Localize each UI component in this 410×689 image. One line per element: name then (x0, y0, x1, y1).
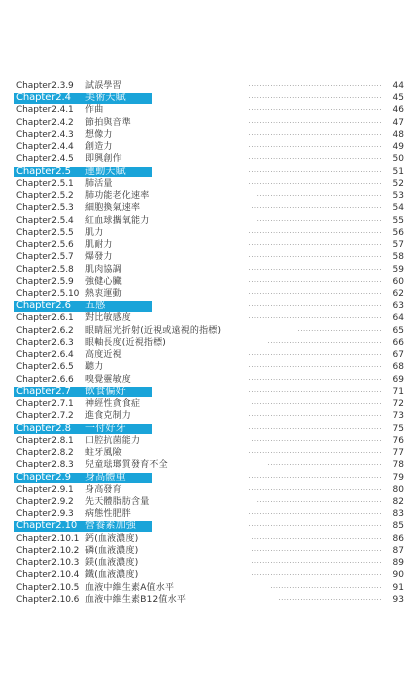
toc-chapter-number: Chapter2.10 (16, 520, 78, 532)
toc-chapter-number: Chapter2.5.6 (16, 240, 74, 251)
toc-entry-row[interactable] (0, 435, 410, 447)
toc-page-number: 66 (392, 337, 404, 348)
toc-chapter-number: Chapter2.5.1 (16, 178, 74, 189)
toc-section-row[interactable] (0, 166, 410, 178)
toc-section-row[interactable] (0, 386, 410, 398)
toc-dot-leader: ········································· (270, 583, 382, 592)
toc-dot-leader: ················································· (248, 265, 382, 274)
toc-chapter-number: Chapter2.9.1 (16, 484, 74, 495)
toc-dot-leader: ················································· (248, 522, 382, 531)
toc-page-number: 54 (392, 203, 404, 214)
toc-entry-row[interactable] (0, 264, 410, 276)
toc-entry-row[interactable] (0, 215, 410, 227)
toc-chapter-title: 飲食偏好 (85, 385, 126, 397)
toc-chapter-number: Chapter2.5 (16, 165, 71, 177)
toc-dot-leader: ················································ (251, 571, 382, 580)
toc-page-number: 80 (392, 484, 404, 495)
toc-dot-leader: ·············································· (256, 192, 382, 201)
toc-dot-leader: ················································ (251, 546, 382, 555)
toc-entry-row[interactable] (0, 239, 410, 251)
toc-chapter-number: Chapter2.9.2 (16, 496, 74, 507)
toc-entry-row[interactable] (0, 533, 410, 545)
toc-chapter-title: 對比敏感度 (85, 313, 132, 324)
toc-chapter-title: 鎂(血液濃度) (85, 558, 139, 569)
toc-section-row[interactable] (0, 423, 410, 435)
toc-dot-leader: ················································ (251, 534, 382, 543)
toc-chapter-title: 熱衷運動 (85, 288, 122, 299)
toc-chapter-title: 鐵(血液濃度) (85, 570, 139, 581)
toc-chapter-number: Chapter2.7 (16, 385, 71, 397)
toc-dot-leader: ················································· (248, 82, 382, 90)
toc-chapter-title: 病態性肥胖 (85, 509, 132, 520)
toc-page-number: 53 (392, 191, 404, 202)
toc-chapter-number: Chapter2.9 (16, 471, 71, 483)
toc-dot-leader: ················································· (248, 241, 382, 250)
toc-chapter-title: 蛀牙風險 (85, 448, 122, 459)
toc-entry-row[interactable] (0, 508, 410, 520)
toc-page-number: 75 (392, 423, 404, 434)
toc-chapter-title: 血液中維生素B12值水平 (85, 594, 187, 605)
toc-chapter-number: Chapter2.6.4 (16, 350, 74, 361)
toc-chapter-title: 創造力 (85, 142, 113, 153)
toc-entry-row[interactable] (0, 484, 410, 496)
toc-chapter-title: 一付好牙 (85, 422, 126, 434)
toc-dot-leader: ················································ (251, 204, 382, 213)
toc-chapter-title: 強健心臟 (85, 276, 122, 287)
toc-dot-leader: ·········································· (267, 461, 382, 470)
toc-dot-leader: ················································· (248, 314, 382, 323)
toc-chapter-number: Chapter2.10.6 (16, 594, 80, 605)
toc-dot-leader: ················································· (248, 118, 382, 127)
toc-chapter-number: Chapter2.9.3 (16, 509, 74, 520)
toc-entry-row[interactable] (0, 190, 410, 202)
toc-entry-row[interactable] (0, 569, 410, 581)
toc-page-number: 77 (392, 448, 404, 459)
toc-chapter-number: Chapter2.7.2 (16, 411, 74, 422)
toc-chapter-number: Chapter2.5.2 (16, 191, 74, 202)
toc-dot-leader: ················································· (248, 130, 382, 139)
toc-chapter-number: Chapter2.7.1 (16, 399, 74, 410)
toc-page-number: 58 (392, 252, 404, 263)
toc-chapter-title: 口腔抗菌能力 (85, 435, 141, 446)
toc-entry-row[interactable] (0, 312, 410, 324)
toc-entry-row[interactable] (0, 104, 410, 116)
toc-entry-row[interactable] (0, 325, 410, 337)
toc-dot-leader: ················································· (248, 94, 382, 103)
toc-page-number: 91 (392, 582, 404, 593)
toc-chapter-number: Chapter2.8.2 (16, 448, 74, 459)
toc-dot-leader: ················································· (248, 289, 382, 298)
toc-dot-leader: ················································· (248, 485, 382, 494)
toc-chapter-number: Chapter2.8 (16, 422, 71, 434)
toc-dot-leader: ················································· (248, 473, 382, 482)
toc-entry-row[interactable] (0, 545, 410, 557)
toc-chapter-title: 想像力 (85, 129, 113, 140)
toc-dot-leader: ················································· (248, 179, 382, 188)
toc-chapter-number: Chapter2.5.4 (16, 215, 74, 226)
toc-chapter-number: Chapter2.6.3 (16, 337, 74, 348)
toc-chapter-title: 身高發育 (85, 484, 122, 495)
toc-chapter-title: 高度近視 (85, 350, 122, 361)
toc-chapter-number: Chapter2.10.4 (16, 570, 80, 581)
toc-entry-row[interactable] (0, 557, 410, 569)
toc-dot-leader: ················································· (248, 277, 382, 286)
toc-entry-row[interactable] (0, 141, 410, 153)
toc-page-number: 89 (392, 558, 404, 569)
toc-chapter-number: Chapter2.4.4 (16, 142, 74, 153)
toc-page-number: 67 (392, 350, 404, 361)
toc-page-number: 85 (392, 521, 404, 532)
toc-entry-row[interactable] (0, 447, 410, 459)
toc-dot-leader: ·············································· (256, 497, 382, 506)
toc-dot-leader: ················································· (248, 302, 382, 311)
toc-chapter-title: 爆發力 (85, 252, 113, 263)
toc-dot-leader: ················································· (248, 424, 382, 433)
toc-section-row[interactable] (0, 520, 410, 532)
toc-chapter-title: 節拍與音準 (85, 117, 132, 128)
toc-chapter-number: Chapter2.5.3 (16, 203, 74, 214)
toc-dot-leader: ·············································· (256, 216, 382, 225)
toc-chapter-title: 神經性貪食症 (85, 399, 141, 410)
toc-chapter-number: Chapter2.10.5 (16, 582, 80, 593)
toc-entry-row[interactable] (0, 276, 410, 288)
toc-page-number: 72 (392, 399, 404, 410)
toc-chapter-title: 作曲 (85, 105, 104, 116)
toc-page-number: 87 (392, 545, 404, 556)
toc-chapter-number: Chapter2.5.9 (16, 276, 74, 287)
toc-chapter-title: 即興創作 (85, 154, 122, 165)
toc-chapter-number: Chapter2.6.1 (16, 313, 74, 324)
toc-chapter-title: 進食克制力 (85, 411, 132, 422)
toc-entry-row[interactable] (0, 288, 410, 300)
toc-entry-row[interactable] (0, 227, 410, 239)
toc-entry-row[interactable] (0, 410, 410, 422)
toc-dot-leader: ················································· (248, 387, 382, 396)
toc-page-number: 68 (392, 362, 404, 373)
toc-dot-leader: ················································· (248, 106, 382, 115)
toc-dot-leader: ················································· (248, 143, 382, 152)
toc-chapter-number: Chapter2.4.3 (16, 129, 74, 140)
toc-entry-row[interactable] (0, 374, 410, 386)
toc-section-row[interactable] (0, 92, 410, 104)
toc-page-number: 51 (392, 166, 404, 177)
toc-page-number: 76 (392, 435, 404, 446)
toc-chapter-number: Chapter2.4 (16, 92, 71, 104)
toc-entry-row[interactable] (0, 251, 410, 263)
toc-chapter-title: 肌力 (85, 227, 104, 238)
toc-chapter-number: Chapter2.8.1 (16, 435, 74, 446)
toc-chapter-number: Chapter2.10.3 (16, 558, 80, 569)
toc-page-number: 47 (392, 117, 404, 128)
toc-entry-row[interactable] (0, 129, 410, 141)
toc-page-number: 52 (392, 178, 404, 189)
toc-chapter-title: 五感 (85, 300, 106, 312)
toc-chapter-title: 營養素加強 (85, 520, 136, 532)
toc-chapter-title: 磷(血液濃度) (85, 545, 139, 556)
toc-chapter-title: 身高體重 (85, 471, 126, 483)
toc-page-number: 44 (392, 81, 404, 91)
toc-entry-row[interactable] (0, 80, 410, 92)
toc-chapter-number: Chapter2.5.8 (16, 264, 74, 275)
toc-chapter-title: 先天體脂肪含量 (85, 496, 150, 507)
toc-dot-leader: ················································· (248, 228, 382, 237)
toc-page-number: 69 (392, 374, 404, 385)
toc-dot-leader: ················································· (248, 351, 382, 360)
toc-chapter-title: 試誤學習 (85, 81, 122, 91)
toc-page-number: 57 (392, 240, 404, 251)
toc-chapter-number: Chapter2.4.2 (16, 117, 74, 128)
toc-page-number: 83 (392, 509, 404, 520)
toc-chapter-title: 運動天賦 (85, 165, 126, 177)
toc-page-number: 63 (392, 301, 404, 312)
toc-page-number: 93 (392, 594, 404, 605)
toc-chapter-title: 血液中維生素A值水平 (85, 582, 175, 593)
toc-dot-leader: ················································ (251, 436, 382, 445)
toc-chapter-title: 細胞換氣速率 (85, 203, 141, 214)
toc-page-number: 73 (392, 411, 404, 422)
toc-chapter-title: 肌耐力 (85, 240, 113, 251)
toc-page-number: 59 (392, 264, 404, 275)
toc-entry-row[interactable] (0, 459, 410, 471)
toc-chapter-title: 鈣(血液濃度) (85, 533, 139, 544)
toc-chapter-title: 肺功能老化速率 (85, 191, 150, 202)
toc-dot-leader: ················································ (251, 400, 382, 409)
toc-page-number: 46 (392, 105, 404, 116)
toc-chapter-number: Chapter2.10.2 (16, 545, 80, 556)
toc-page-number: 79 (392, 472, 404, 483)
toc-page-number: 78 (392, 460, 404, 471)
toc-page-number: 90 (392, 570, 404, 581)
toc-page-number: 55 (392, 215, 404, 226)
toc-page-number: 48 (392, 129, 404, 140)
toc-chapter-number: Chapter2.8.3 (16, 460, 74, 471)
toc-chapter-title: 眼軸長度(近視指標) (85, 337, 167, 348)
toc-chapter-title: 眼睛屈光折射(近視或遠視的指標) (85, 325, 222, 336)
toc-page-number: 45 (392, 93, 404, 104)
toc-chapter-number: Chapter2.6.6 (16, 374, 74, 385)
toc-chapter-title: 兒童琺瑯質發育不全 (85, 460, 168, 471)
toc-dot-leader: ················································· (248, 167, 382, 176)
toc-dot-leader: ······································ (278, 595, 382, 604)
toc-page-number: 86 (392, 533, 404, 544)
toc-chapter-number: Chapter2.5.7 (16, 252, 74, 263)
toc-dot-leader: ······························· (297, 326, 382, 335)
toc-chapter-number: Chapter2.3.9 (16, 81, 74, 91)
toc-page-number: 62 (392, 288, 404, 299)
toc-chapter-number: Chapter2.5.5 (16, 227, 74, 238)
toc-dot-leader: ················································ (251, 559, 382, 568)
toc-chapter-number: Chapter2.4.1 (16, 105, 74, 116)
toc-dot-leader: ················································· (248, 155, 382, 164)
toc-dot-leader: ·········································· (267, 338, 382, 347)
toc-chapter-number: Chapter2.6 (16, 300, 71, 312)
toc-chapter-number: Chapter2.6.5 (16, 362, 74, 373)
toc-page-number: 56 (392, 227, 404, 238)
toc-chapter-title: 美術天賦 (85, 92, 126, 104)
toc-dot-leader: ················································· (248, 449, 382, 458)
toc-entry-row[interactable] (0, 496, 410, 508)
toc-chapter-title: 聽力 (85, 362, 104, 373)
toc-page-number: 50 (392, 154, 404, 165)
toc-dot-leader: ················································· (248, 510, 382, 519)
toc-section-row[interactable] (0, 300, 410, 312)
toc-entry-row[interactable] (0, 153, 410, 165)
toc-page-number: 65 (392, 325, 404, 336)
toc-dot-leader: ················································· (248, 412, 382, 421)
toc-entry-row[interactable] (0, 178, 410, 190)
toc-entry-row[interactable] (0, 594, 410, 606)
toc-chapter-number: Chapter2.6.2 (16, 325, 74, 336)
toc-entry-row[interactable] (0, 398, 410, 410)
toc-entry-row[interactable] (0, 361, 410, 373)
toc-page-number: 49 (392, 142, 404, 153)
toc-page-number: 82 (392, 496, 404, 507)
toc-chapter-number: Chapter2.10.1 (16, 533, 80, 544)
toc-dot-leader: ················································· (248, 253, 382, 262)
toc-chapter-title: 嗅覺靈敏度 (85, 374, 132, 385)
toc-dot-leader: ················································· (248, 375, 382, 384)
toc-chapter-title: 紅血球攜氧能力 (85, 215, 150, 226)
toc-chapter-number: Chapter2.4.5 (16, 154, 74, 165)
toc-chapter-number: Chapter2.5.10 (16, 288, 80, 299)
toc-entry-row[interactable] (0, 202, 410, 214)
toc-page-number: 60 (392, 276, 404, 287)
toc-page-number: 71 (392, 386, 404, 397)
toc-entry-row[interactable] (0, 337, 410, 349)
toc-section-row[interactable] (0, 472, 410, 484)
table-of-contents (0, 80, 410, 606)
toc-entry-row[interactable] (0, 582, 410, 594)
toc-chapter-title: 肺活量 (85, 178, 113, 189)
toc-page-number: 64 (392, 313, 404, 324)
toc-entry-row[interactable] (0, 117, 410, 129)
toc-dot-leader: ················································· (248, 363, 382, 372)
toc-chapter-title: 肌肉協調 (85, 264, 122, 275)
toc-entry-row[interactable] (0, 349, 410, 361)
